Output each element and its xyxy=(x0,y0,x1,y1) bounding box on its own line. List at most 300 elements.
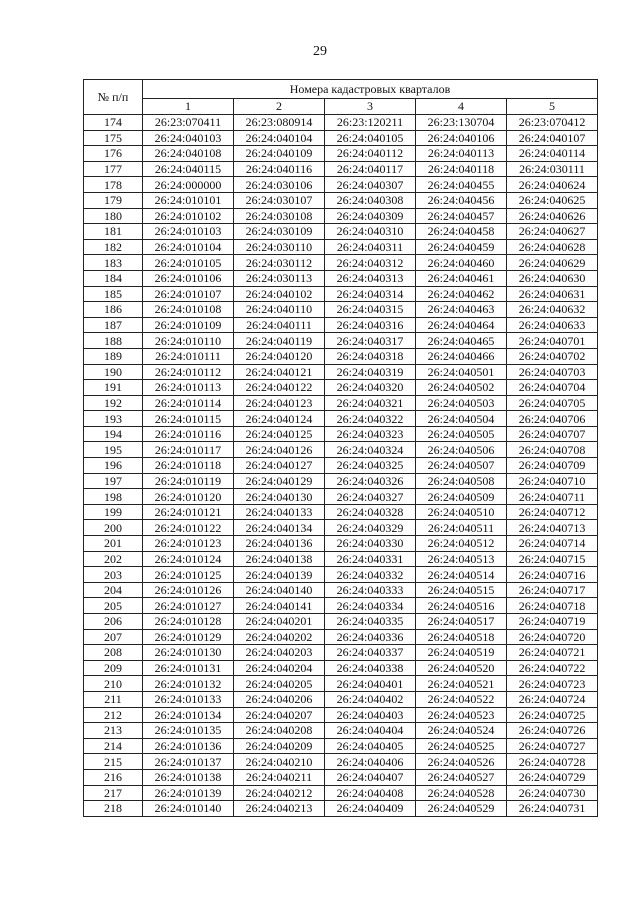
cadastral-number-cell: 26:24:040720 xyxy=(507,629,598,645)
cadastral-number-cell: 26:24:040121 xyxy=(234,364,325,380)
cadastral-number-cell: 26:24:040116 xyxy=(234,161,325,177)
cadastral-number-cell: 26:24:040401 xyxy=(325,676,416,692)
cadastral-number-cell: 26:24:040307 xyxy=(325,177,416,193)
cadastral-number-cell: 26:24:040724 xyxy=(507,691,598,707)
cadastral-number-cell: 26:24:010114 xyxy=(143,395,234,411)
table-row xyxy=(84,582,598,598)
cadastral-number-cell: 26:24:040502 xyxy=(416,380,507,396)
cadastral-number-cell: 26:24:040501 xyxy=(416,364,507,380)
cadastral-number-cell: 26:24:010104 xyxy=(143,239,234,255)
cadastral-number-cell: 26:24:010105 xyxy=(143,255,234,271)
table-row xyxy=(84,380,598,396)
cadastral-number-cell: 26:24:040122 xyxy=(234,380,325,396)
row-number-cell: 183 xyxy=(84,255,143,271)
cadastral-number-cell: 26:24:010121 xyxy=(143,504,234,520)
cadastral-number-cell: 26:24:010137 xyxy=(143,754,234,770)
cadastral-number-cell: 26:24:040504 xyxy=(416,411,507,427)
row-number-cell: 212 xyxy=(84,707,143,723)
row-number-cell: 186 xyxy=(84,302,143,318)
cadastral-number-cell: 26:24:040702 xyxy=(507,348,598,364)
table-row xyxy=(84,536,598,552)
cadastral-number-cell: 26:24:040140 xyxy=(234,582,325,598)
cadastral-number-cell: 26:24:010118 xyxy=(143,458,234,474)
cadastral-number-cell: 26:24:040130 xyxy=(234,489,325,505)
cadastral-number-cell: 26:24:030106 xyxy=(234,177,325,193)
cadastral-quarters-table xyxy=(83,79,598,817)
cadastral-number-cell: 26:24:030112 xyxy=(234,255,325,271)
cadastral-number-cell: 26:24:040124 xyxy=(234,411,325,427)
cadastral-number-cell: 26:24:030108 xyxy=(234,208,325,224)
cadastral-number-cell: 26:24:040123 xyxy=(234,395,325,411)
cadastral-number-cell: 26:24:040524 xyxy=(416,723,507,739)
cadastral-number-cell: 26:24:010133 xyxy=(143,691,234,707)
row-number-cell: 188 xyxy=(84,333,143,349)
row-number-cell: 198 xyxy=(84,489,143,505)
table-row xyxy=(84,629,598,645)
cadastral-number-cell: 26:24:040204 xyxy=(234,660,325,676)
table-body xyxy=(84,115,598,817)
cadastral-number-cell: 26:24:010113 xyxy=(143,380,234,396)
cadastral-numbers-header: Номера кадастровых кварталов xyxy=(143,80,598,99)
cadastral-number-cell: 26:24:040456 xyxy=(416,192,507,208)
cadastral-number-cell: 26:24:040520 xyxy=(416,660,507,676)
cadastral-number-cell: 26:24:040719 xyxy=(507,614,598,630)
cadastral-number-cell: 26:24:010101 xyxy=(143,192,234,208)
table-row xyxy=(84,738,598,754)
cadastral-number-cell: 26:23:120211 xyxy=(325,115,416,131)
cadastral-number-cell: 26:24:010117 xyxy=(143,442,234,458)
cadastral-number-cell: 26:24:040526 xyxy=(416,754,507,770)
table-row xyxy=(84,442,598,458)
cadastral-number-cell: 26:24:040407 xyxy=(325,769,416,785)
row-number-cell: 193 xyxy=(84,411,143,427)
cadastral-number-cell: 26:24:040309 xyxy=(325,208,416,224)
cadastral-number-cell: 26:24:030109 xyxy=(234,224,325,240)
table-row xyxy=(84,411,598,427)
table-row xyxy=(84,130,598,146)
cadastral-number-cell: 26:24:040126 xyxy=(234,442,325,458)
cadastral-number-cell: 26:24:040314 xyxy=(325,286,416,302)
row-number-cell: 207 xyxy=(84,629,143,645)
cadastral-number-cell: 26:24:040509 xyxy=(416,489,507,505)
cadastral-number-cell: 26:24:040505 xyxy=(416,426,507,442)
cadastral-number-cell: 26:24:040463 xyxy=(416,302,507,318)
row-number-cell: 204 xyxy=(84,582,143,598)
cadastral-number-cell: 26:24:040405 xyxy=(325,738,416,754)
cadastral-number-cell: 26:24:040466 xyxy=(416,348,507,364)
table-row xyxy=(84,551,598,567)
row-number-cell: 194 xyxy=(84,426,143,442)
cadastral-number-cell: 26:24:040119 xyxy=(234,333,325,349)
table-row xyxy=(84,598,598,614)
cadastral-number-cell: 26:24:010128 xyxy=(143,614,234,630)
table-row xyxy=(84,208,598,224)
row-number-cell: 210 xyxy=(84,676,143,692)
cadastral-number-cell: 26:24:040202 xyxy=(234,629,325,645)
cadastral-number-cell: 26:24:040316 xyxy=(325,317,416,333)
cadastral-number-cell: 26:24:040308 xyxy=(325,192,416,208)
cadastral-number-cell: 26:24:040333 xyxy=(325,582,416,598)
cadastral-number-cell: 26:24:040208 xyxy=(234,723,325,739)
row-number-cell: 201 xyxy=(84,536,143,552)
cadastral-number-cell: 26:24:040104 xyxy=(234,130,325,146)
cadastral-number-cell: 26:24:040315 xyxy=(325,302,416,318)
cadastral-number-cell: 26:24:040709 xyxy=(507,458,598,474)
cadastral-number-cell: 26:24:040205 xyxy=(234,676,325,692)
cadastral-number-cell: 26:24:040337 xyxy=(325,645,416,661)
row-number-cell: 196 xyxy=(84,458,143,474)
column-header: 5 xyxy=(507,99,598,115)
cadastral-number-cell: 26:24:040462 xyxy=(416,286,507,302)
row-number-cell: 205 xyxy=(84,598,143,614)
cadastral-number-cell: 26:24:040633 xyxy=(507,317,598,333)
cadastral-number-cell: 26:24:040726 xyxy=(507,723,598,739)
table-row xyxy=(84,270,598,286)
table-row xyxy=(84,395,598,411)
cadastral-number-cell: 26:24:040330 xyxy=(325,536,416,552)
cadastral-number-cell: 26:24:040507 xyxy=(416,458,507,474)
cadastral-number-cell: 26:24:040714 xyxy=(507,536,598,552)
cadastral-number-cell: 26:24:040518 xyxy=(416,629,507,645)
table-row xyxy=(84,473,598,489)
row-number-cell: 182 xyxy=(84,239,143,255)
cadastral-number-cell: 26:24:010109 xyxy=(143,317,234,333)
cadastral-number-cell: 26:24:040113 xyxy=(416,146,507,162)
cadastral-number-cell: 26:24:010115 xyxy=(143,411,234,427)
cadastral-number-cell: 26:24:040117 xyxy=(325,161,416,177)
row-number-cell: 209 xyxy=(84,660,143,676)
cadastral-number-cell: 26:24:040213 xyxy=(234,801,325,817)
cadastral-number-cell: 26:24:040402 xyxy=(325,691,416,707)
cadastral-number-cell: 26:24:010123 xyxy=(143,536,234,552)
cadastral-number-cell: 26:24:010132 xyxy=(143,676,234,692)
cadastral-number-cell: 26:24:010134 xyxy=(143,707,234,723)
table-row xyxy=(84,286,598,302)
cadastral-number-cell: 26:23:130704 xyxy=(416,115,507,131)
cadastral-number-cell: 26:24:040324 xyxy=(325,442,416,458)
cadastral-number-cell: 26:24:040112 xyxy=(325,146,416,162)
cadastral-number-cell: 26:24:040406 xyxy=(325,754,416,770)
table-row xyxy=(84,255,598,271)
cadastral-number-cell: 26:24:040513 xyxy=(416,551,507,567)
cadastral-number-cell: 26:24:040459 xyxy=(416,239,507,255)
cadastral-number-cell: 26:24:040206 xyxy=(234,691,325,707)
cadastral-number-cell: 26:24:040514 xyxy=(416,567,507,583)
table-row xyxy=(84,754,598,770)
cadastral-number-cell: 26:24:010116 xyxy=(143,426,234,442)
cadastral-number-cell: 26:24:010125 xyxy=(143,567,234,583)
cadastral-number-cell: 26:24:040717 xyxy=(507,582,598,598)
row-number-cell: 176 xyxy=(84,146,143,162)
cadastral-number-cell: 26:24:040455 xyxy=(416,177,507,193)
cadastral-number-cell: 26:24:010112 xyxy=(143,364,234,380)
cadastral-number-cell: 26:24:010130 xyxy=(143,645,234,661)
cadastral-number-cell: 26:24:010103 xyxy=(143,224,234,240)
cadastral-number-cell: 26:24:040729 xyxy=(507,769,598,785)
cadastral-number-cell: 26:23:070411 xyxy=(143,115,234,131)
cadastral-number-cell: 26:24:040318 xyxy=(325,348,416,364)
row-number-cell: 199 xyxy=(84,504,143,520)
table-row xyxy=(84,567,598,583)
cadastral-number-cell: 26:24:040716 xyxy=(507,567,598,583)
cadastral-number-cell: 26:24:030107 xyxy=(234,192,325,208)
table-row xyxy=(84,161,598,177)
cadastral-number-cell: 26:24:040313 xyxy=(325,270,416,286)
cadastral-number-cell: 26:24:040103 xyxy=(143,130,234,146)
row-number-cell: 195 xyxy=(84,442,143,458)
cadastral-number-cell: 26:24:040323 xyxy=(325,426,416,442)
cadastral-number-cell: 26:24:010138 xyxy=(143,769,234,785)
cadastral-number-cell: 26:24:040105 xyxy=(325,130,416,146)
cadastral-number-cell: 26:24:010111 xyxy=(143,348,234,364)
cadastral-number-cell: 26:24:040328 xyxy=(325,504,416,520)
cadastral-number-cell: 26:24:040210 xyxy=(234,754,325,770)
cadastral-number-cell: 26:24:040325 xyxy=(325,458,416,474)
column-header: 4 xyxy=(416,99,507,115)
table-row xyxy=(84,645,598,661)
cadastral-number-cell: 26:24:040317 xyxy=(325,333,416,349)
table-row xyxy=(84,224,598,240)
row-number-cell: 184 xyxy=(84,270,143,286)
cadastral-number-cell: 26:24:040710 xyxy=(507,473,598,489)
cadastral-number-cell: 26:24:010127 xyxy=(143,598,234,614)
cadastral-number-cell: 26:24:040704 xyxy=(507,380,598,396)
table-row xyxy=(84,239,598,255)
column-header: 3 xyxy=(325,99,416,115)
cadastral-number-cell: 26:24:040311 xyxy=(325,239,416,255)
cadastral-number-cell: 26:24:040125 xyxy=(234,426,325,442)
cadastral-number-cell: 26:24:040523 xyxy=(416,707,507,723)
cadastral-number-cell: 26:24:010140 xyxy=(143,801,234,817)
cadastral-number-cell: 26:24:040207 xyxy=(234,707,325,723)
cadastral-number-cell: 26:23:080914 xyxy=(234,115,325,131)
cadastral-number-cell: 26:24:040312 xyxy=(325,255,416,271)
table-row xyxy=(84,364,598,380)
table-row xyxy=(84,177,598,193)
cadastral-number-cell: 26:24:040517 xyxy=(416,614,507,630)
cadastral-number-cell: 26:24:040106 xyxy=(416,130,507,146)
cadastral-number-cell: 26:24:040115 xyxy=(143,161,234,177)
cadastral-number-cell: 26:24:040326 xyxy=(325,473,416,489)
cadastral-number-cell: 26:24:040203 xyxy=(234,645,325,661)
cadastral-number-cell: 26:24:040465 xyxy=(416,333,507,349)
cadastral-number-cell: 26:24:040708 xyxy=(507,442,598,458)
cadastral-number-cell: 26:24:040627 xyxy=(507,224,598,240)
cadastral-number-cell: 26:24:040127 xyxy=(234,458,325,474)
cadastral-number-cell: 26:24:040322 xyxy=(325,411,416,427)
row-number-cell: 200 xyxy=(84,520,143,536)
row-number-cell: 190 xyxy=(84,364,143,380)
row-number-cell: 180 xyxy=(84,208,143,224)
row-number-cell: 202 xyxy=(84,551,143,567)
cadastral-number-cell: 26:24:040628 xyxy=(507,239,598,255)
cadastral-number-cell: 26:24:040515 xyxy=(416,582,507,598)
row-number-header: № п/п xyxy=(84,80,143,115)
cadastral-number-cell: 26:24:040460 xyxy=(416,255,507,271)
row-number-cell: 191 xyxy=(84,380,143,396)
cadastral-number-cell: 26:24:040713 xyxy=(507,520,598,536)
cadastral-number-cell: 26:24:040721 xyxy=(507,645,598,661)
cadastral-number-cell: 26:24:040512 xyxy=(416,536,507,552)
cadastral-number-cell: 26:24:040516 xyxy=(416,598,507,614)
table-row xyxy=(84,785,598,801)
cadastral-number-cell: 26:24:040334 xyxy=(325,598,416,614)
cadastral-number-cell: 26:24:040457 xyxy=(416,208,507,224)
cadastral-number-cell: 26:24:040711 xyxy=(507,489,598,505)
cadastral-number-cell: 26:24:040139 xyxy=(234,567,325,583)
cadastral-number-cell: 26:24:040461 xyxy=(416,270,507,286)
cadastral-number-cell: 26:24:040408 xyxy=(325,785,416,801)
cadastral-number-cell: 26:24:040141 xyxy=(234,598,325,614)
page-number: 29 xyxy=(313,44,327,59)
cadastral-number-cell: 26:24:040136 xyxy=(234,536,325,552)
table-row xyxy=(84,801,598,817)
table-row xyxy=(84,723,598,739)
table-row xyxy=(84,458,598,474)
cadastral-number-cell: 26:24:010106 xyxy=(143,270,234,286)
cadastral-number-cell: 26:24:040335 xyxy=(325,614,416,630)
cadastral-number-cell: 26:24:040209 xyxy=(234,738,325,754)
cadastral-number-cell: 26:24:040626 xyxy=(507,208,598,224)
cadastral-number-cell: 26:24:040528 xyxy=(416,785,507,801)
cadastral-number-cell: 26:24:010107 xyxy=(143,286,234,302)
table-row xyxy=(84,317,598,333)
cadastral-number-cell: 26:24:010139 xyxy=(143,785,234,801)
cadastral-number-cell: 26:24:040327 xyxy=(325,489,416,505)
row-number-cell: 206 xyxy=(84,614,143,630)
cadastral-number-cell: 26:24:040522 xyxy=(416,691,507,707)
cadastral-number-cell: 26:24:040320 xyxy=(325,380,416,396)
cadastral-number-cell: 26:24:040723 xyxy=(507,676,598,692)
cadastral-number-cell: 26:24:040629 xyxy=(507,255,598,271)
table-row xyxy=(84,614,598,630)
cadastral-number-cell: 26:24:010124 xyxy=(143,551,234,567)
cadastral-number-cell: 26:24:040107 xyxy=(507,130,598,146)
cadastral-number-cell: 26:24:040458 xyxy=(416,224,507,240)
cadastral-number-cell: 26:24:040510 xyxy=(416,504,507,520)
cadastral-number-cell: 26:24:010126 xyxy=(143,582,234,598)
cadastral-number-cell: 26:24:040705 xyxy=(507,395,598,411)
cadastral-number-cell: 26:24:040211 xyxy=(234,769,325,785)
cadastral-number-cell: 26:24:040331 xyxy=(325,551,416,567)
cadastral-number-cell: 26:24:010102 xyxy=(143,208,234,224)
row-number-cell: 211 xyxy=(84,691,143,707)
cadastral-number-cell: 26:24:010110 xyxy=(143,333,234,349)
cadastral-number-cell: 26:24:030110 xyxy=(234,239,325,255)
cadastral-number-cell: 26:24:040511 xyxy=(416,520,507,536)
table-row xyxy=(84,146,598,162)
cadastral-number-cell: 26:24:040319 xyxy=(325,364,416,380)
row-number-cell: 213 xyxy=(84,723,143,739)
cadastral-number-cell: 26:24:040409 xyxy=(325,801,416,817)
row-number-cell: 208 xyxy=(84,645,143,661)
cadastral-number-cell: 26:24:040703 xyxy=(507,364,598,380)
column-header: 1 xyxy=(143,99,234,115)
cadastral-number-cell: 26:24:030111 xyxy=(507,161,598,177)
cadastral-number-cell: 26:24:040118 xyxy=(416,161,507,177)
cadastral-number-cell: 26:24:040722 xyxy=(507,660,598,676)
cadastral-number-cell: 26:24:040706 xyxy=(507,411,598,427)
cadastral-number-cell: 26:24:040329 xyxy=(325,520,416,536)
cadastral-number-cell: 26:24:040525 xyxy=(416,738,507,754)
cadastral-number-cell: 26:24:040102 xyxy=(234,286,325,302)
cadastral-number-cell: 26:24:010129 xyxy=(143,629,234,645)
cadastral-number-cell: 26:24:040111 xyxy=(234,317,325,333)
row-number-cell: 175 xyxy=(84,130,143,146)
cadastral-number-cell: 26:24:040110 xyxy=(234,302,325,318)
column-header: 2 xyxy=(234,99,325,115)
cadastral-number-cell: 26:24:040727 xyxy=(507,738,598,754)
cadastral-number-cell: 26:24:010108 xyxy=(143,302,234,318)
cadastral-number-cell: 26:24:040521 xyxy=(416,676,507,692)
row-number-cell: 217 xyxy=(84,785,143,801)
cadastral-number-cell: 26:24:010135 xyxy=(143,723,234,739)
cadastral-number-cell: 26:24:030113 xyxy=(234,270,325,286)
row-number-cell: 214 xyxy=(84,738,143,754)
cadastral-number-cell: 26:24:040731 xyxy=(507,801,598,817)
cadastral-number-cell: 26:24:040519 xyxy=(416,645,507,661)
table-row xyxy=(84,660,598,676)
cadastral-number-cell: 26:24:040129 xyxy=(234,473,325,489)
cadastral-number-cell: 26:24:010122 xyxy=(143,520,234,536)
cadastral-number-cell: 26:24:040624 xyxy=(507,177,598,193)
table-row xyxy=(84,115,598,131)
cadastral-number-cell: 26:24:040403 xyxy=(325,707,416,723)
cadastral-number-cell: 26:24:040321 xyxy=(325,395,416,411)
cadastral-number-cell: 26:24:040725 xyxy=(507,707,598,723)
cadastral-number-cell: 26:24:040631 xyxy=(507,286,598,302)
row-number-cell: 215 xyxy=(84,754,143,770)
cadastral-number-cell: 26:24:040701 xyxy=(507,333,598,349)
row-number-cell: 185 xyxy=(84,286,143,302)
cadastral-number-cell: 26:24:040109 xyxy=(234,146,325,162)
table-row xyxy=(84,520,598,536)
cadastral-number-cell: 26:24:040508 xyxy=(416,473,507,489)
table-row xyxy=(84,676,598,692)
cadastral-number-cell: 26:24:010119 xyxy=(143,473,234,489)
table-row xyxy=(84,489,598,505)
cadastral-number-cell: 26:24:040718 xyxy=(507,598,598,614)
cadastral-number-cell: 26:24:040133 xyxy=(234,504,325,520)
cadastral-number-cell: 26:24:040728 xyxy=(507,754,598,770)
table-row xyxy=(84,348,598,364)
cadastral-number-cell: 26:24:040404 xyxy=(325,723,416,739)
cadastral-number-cell: 26:24:040529 xyxy=(416,801,507,817)
row-number-cell: 177 xyxy=(84,161,143,177)
row-number-cell: 192 xyxy=(84,395,143,411)
row-number-cell: 187 xyxy=(84,317,143,333)
cadastral-number-cell: 26:24:040108 xyxy=(143,146,234,162)
row-number-cell: 218 xyxy=(84,801,143,817)
table-row xyxy=(84,333,598,349)
table-row xyxy=(84,504,598,520)
cadastral-number-cell: 26:23:070412 xyxy=(507,115,598,131)
cadastral-number-cell: 26:24:040336 xyxy=(325,629,416,645)
cadastral-number-cell: 26:24:000000 xyxy=(143,177,234,193)
cadastral-number-cell: 26:24:010131 xyxy=(143,660,234,676)
cadastral-number-cell: 26:24:040310 xyxy=(325,224,416,240)
row-number-cell: 174 xyxy=(84,115,143,131)
cadastral-number-cell: 26:24:040707 xyxy=(507,426,598,442)
cadastral-number-cell: 26:24:040201 xyxy=(234,614,325,630)
table-row xyxy=(84,426,598,442)
cadastral-number-cell: 26:24:040332 xyxy=(325,567,416,583)
row-number-cell: 189 xyxy=(84,348,143,364)
cadastral-number-cell: 26:24:010136 xyxy=(143,738,234,754)
row-number-cell: 179 xyxy=(84,192,143,208)
cadastral-number-cell: 26:24:040134 xyxy=(234,520,325,536)
row-number-cell: 203 xyxy=(84,567,143,583)
